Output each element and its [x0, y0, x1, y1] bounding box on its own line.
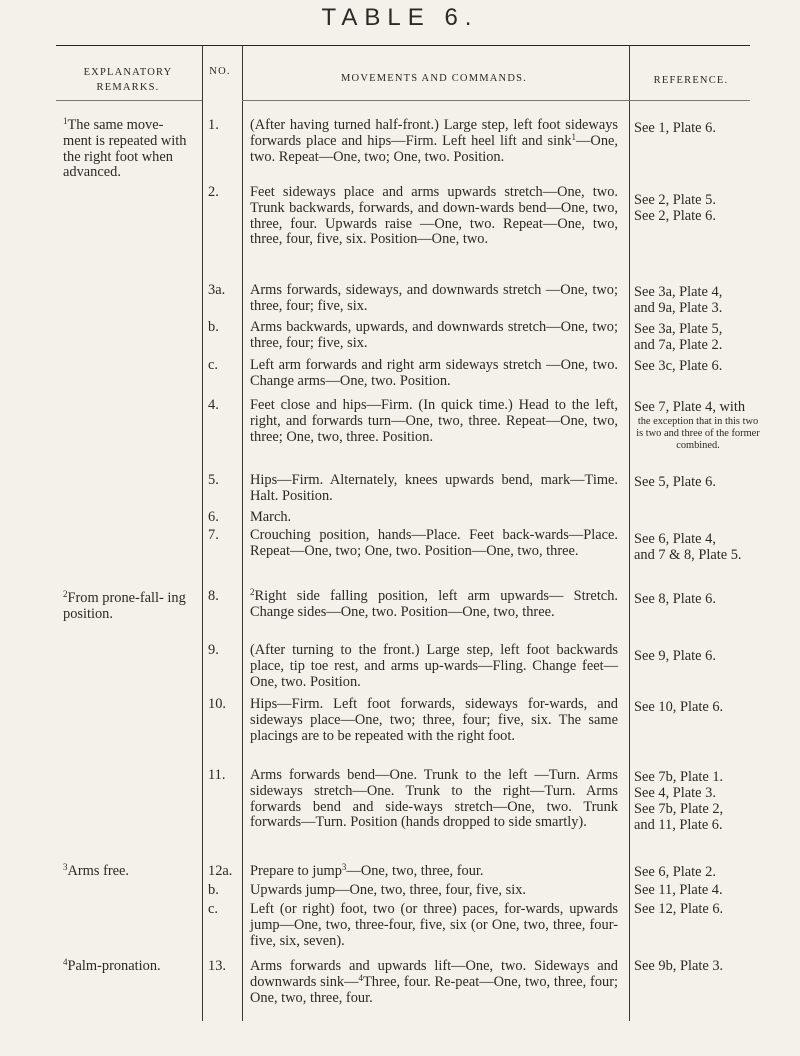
remark-2: $^2$From prone-fall- ing position. [63, 589, 186, 622]
row-number: 12a. [208, 863, 233, 879]
reference-text: See 3a, Plate 5, [634, 321, 723, 337]
reference-text: See 4, Plate 3. [634, 785, 716, 801]
movement-text: Left (or right) foot, two (or three) paces, for-wards, upwards jump—One, two, three-four, five, six (or One, two, three, four-five, six, seven). [250, 901, 618, 949]
reference-text: See 2, Plate 5. [634, 192, 716, 208]
reference-text: and 9a, Plate 3. [634, 300, 723, 316]
reference-text: See 12, Plate 6. [634, 901, 724, 917]
reference-text: and 11, Plate 6. [634, 817, 723, 833]
header-no: NO. [209, 66, 231, 77]
row-number: 3a. [208, 282, 226, 298]
reference-text: See 7b, Plate 1. [634, 769, 724, 785]
row-number: 7. [208, 527, 219, 543]
reference-text: and 7a, Plate 2. [634, 337, 723, 353]
table-title: TABLE 6. [321, 4, 479, 31]
reference-text: See 5, Plate 6. [634, 474, 716, 490]
column-divider [202, 46, 203, 1021]
movement-text: Hips—Firm. Alternately, knees upwards bend, mark—Time. Halt. Position. [250, 472, 618, 504]
row-number: 5. [208, 472, 219, 488]
movement-text: Arms forwards and upwards lift—One, two. Sideways and downwards sink—$^4$Three, four. Re-peat—One, two, three, four; One, two, three, four. [250, 958, 618, 1006]
header-remarks: EXPLANATORY REMARKS. [83, 67, 173, 93]
row-number: 6. [208, 509, 219, 525]
movement-text: Arms forwards bend—One. Trunk to the left —Turn. Arms sideways stretch—One. Trunk to the right—Turn. Arms forwards bend and side-ways stretch—One, two. Trunk forwards—Turn. Position (hands dropped to side smartly). [250, 767, 618, 831]
column-divider [629, 46, 630, 1021]
row-number: 10. [208, 696, 226, 712]
row-number: c. [208, 357, 218, 373]
movement-text: Crouching position, hands—Place. Feet back-wards—Place. Repeat—One, two; One, two. Position—One, two, three. [250, 527, 618, 559]
remark-3: $^3$Arms free. [63, 862, 130, 879]
remark-1: $^1$The same move- ment is repeated with the right foot when advanced. [63, 116, 187, 181]
movement-text: Prepare to jump$^3$—One, two, three, four. [250, 862, 484, 879]
reference-text: See 10, Plate 6. [634, 699, 724, 715]
row-number: 2. [208, 184, 219, 200]
header-rule [629, 100, 750, 101]
reference-text: See 1, Plate 6. [634, 120, 716, 136]
reference-text: See 7, Plate 4, with [634, 399, 746, 415]
reference-text: See 6, Plate 4, [634, 531, 716, 547]
header-reference: REFERENCE. [653, 75, 729, 86]
row-number: 8. [208, 588, 219, 604]
row-number: b. [208, 319, 219, 335]
reference-text: See 6, Plate 2. [634, 864, 716, 880]
column-divider [242, 46, 243, 1021]
row-number: 9. [208, 642, 219, 658]
movement-text: Arms backwards, upwards, and downwards stretch—One, two; three, four; five, six. [250, 319, 618, 351]
reference-text: See 11, Plate 4. [634, 882, 723, 898]
row-number: 4. [208, 397, 219, 413]
row-number: 13. [208, 958, 226, 974]
movement-text: Left arm forwards and right arm sideways stretch —One, two. Change arms—One, two. Position. [250, 357, 618, 389]
row-number: 11. [208, 767, 226, 783]
movement-text: Feet sideways place and arms upwards stretch—One, two. Trunk backwards, forwards, and down-wards bend—One, two, three, four. Upwards raise —One, two. Repeat—One, two, three, four, five, six. Position—One, two. [250, 184, 618, 248]
movement-text: Hips—Firm. Left foot forwards, sideways for-wards, and sideways place—One, two; three, four; five, six. The same placings are to be repeated with the right foot. [250, 696, 618, 744]
movement-text: (After having turned half-front.) Large step, left foot sideways forwards place and hips—Firm. Left heel lift and sink$^1$—One, two. Repeat—One, two; One, two. Position. [250, 117, 618, 165]
header-rule [56, 100, 202, 101]
movement-text: Upwards jump—One, two, three, four, five, six. [250, 882, 526, 898]
row-number: b. [208, 882, 219, 898]
reference-text: See 9, Plate 6. [634, 648, 716, 664]
header-rule [242, 100, 629, 101]
reference-note: the exception that in this two is two and three of the former combined. [636, 416, 760, 451]
reference-text: See 2, Plate 6. [634, 208, 716, 224]
header-movements: MOVEMENTS AND COMMANDS. [341, 73, 527, 84]
reference-text: See 7b, Plate 2, [634, 801, 724, 817]
movement-text: Arms forwards, sideways, and downwards stretch —One, two; three, four; five, six. [250, 282, 618, 314]
row-number: 1. [208, 117, 219, 133]
reference-text: See 3a, Plate 4, [634, 284, 723, 300]
row-number: c. [208, 901, 218, 917]
movement-text: (After turning to the front.) Large step, left foot backwards place, tip toe rest, and arms up-wards—Fling. Change feet—One, two. Position. [250, 642, 618, 690]
reference-text: See 8, Plate 6. [634, 591, 716, 607]
movement-text: Feet close and hips—Firm. (In quick time.) Head to the left, right, and forwards turn—One, two, three. Repeat—One, two, three; One, two, three. Position. [250, 397, 618, 445]
remark-4: $^4$Palm-pronation. [63, 957, 161, 974]
reference-text: and 7 & 8, Plate 5. [634, 547, 742, 563]
movement-text: March. [250, 509, 292, 525]
movement-text: $^2$Right side falling position, left arm upwards— Stretch. Change sides—One, two. Position—One, two, three. [250, 587, 618, 620]
reference-text: See 3c, Plate 6. [634, 358, 723, 374]
reference-text: See 9b, Plate 3. [634, 958, 724, 974]
